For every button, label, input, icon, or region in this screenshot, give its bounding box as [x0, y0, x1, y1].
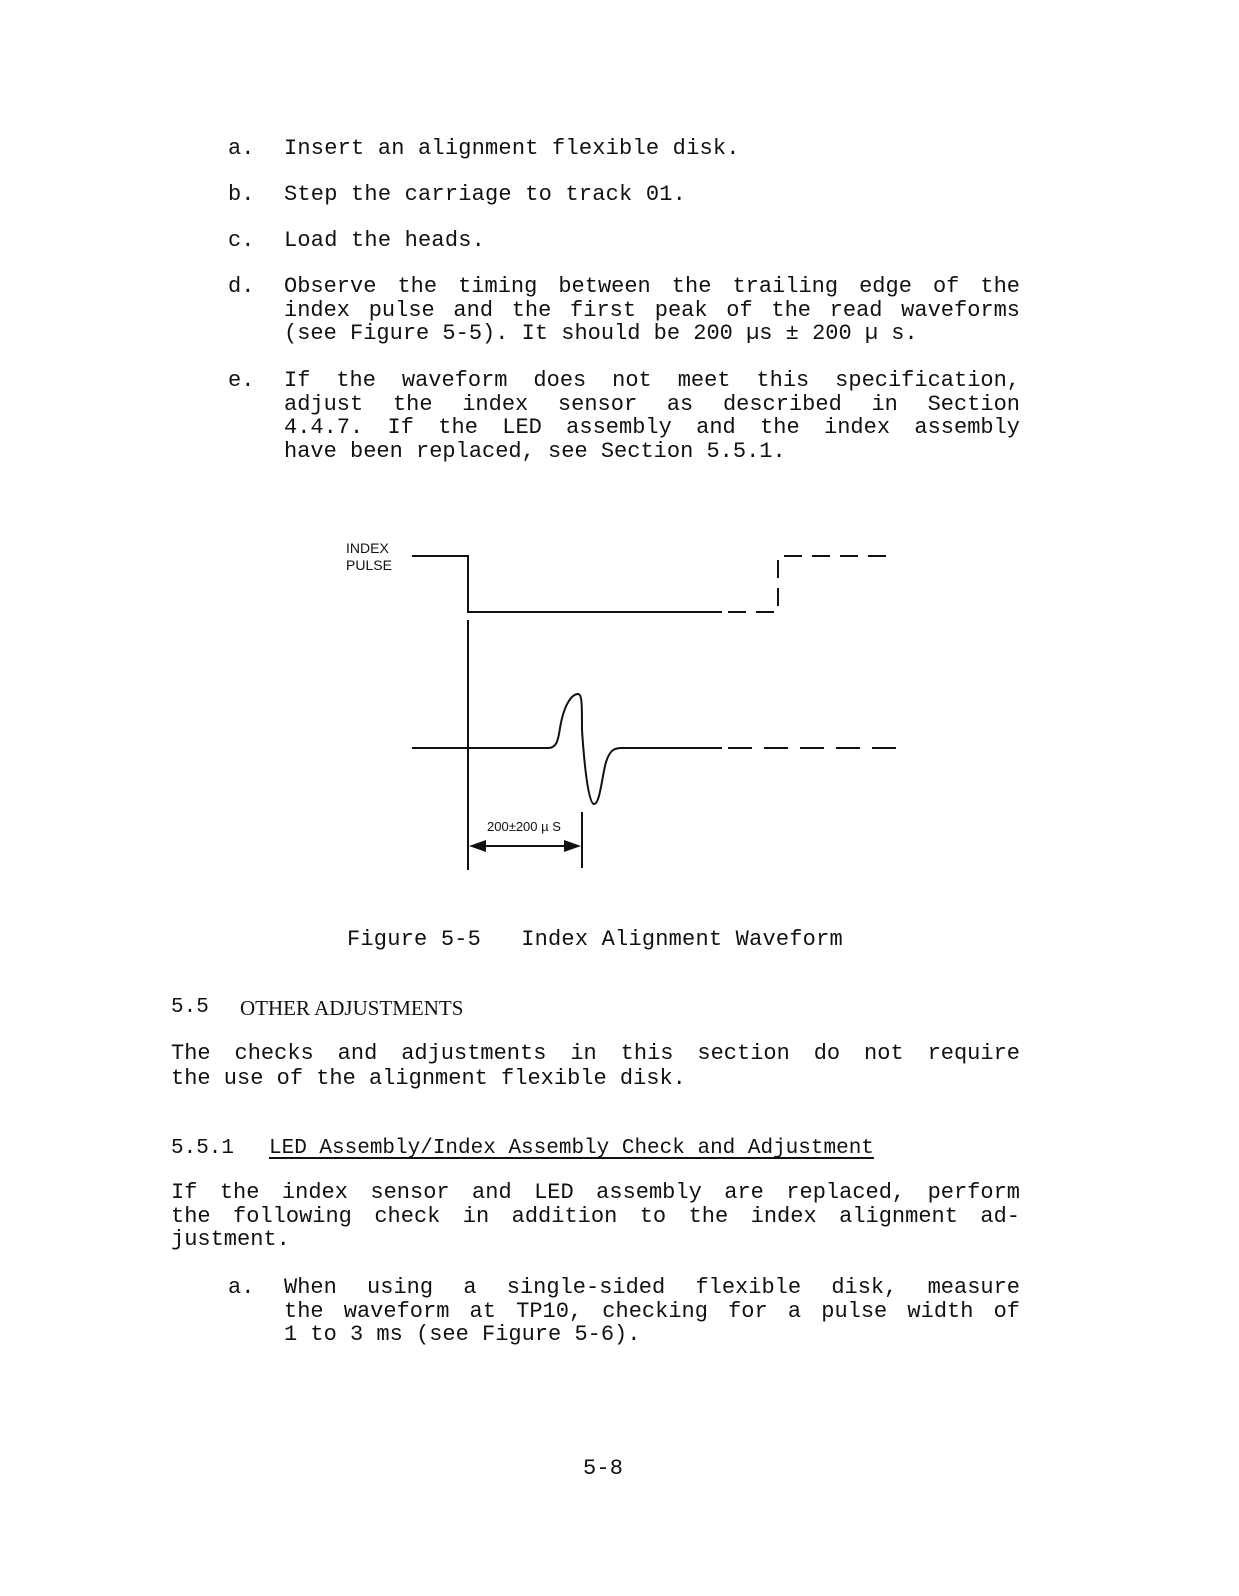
- timing-label: 200±200 µ S: [487, 819, 561, 834]
- index-pulse-label: [346, 540, 392, 574]
- step-e-line-2: adjust the index sensor as described in Section: [284, 391, 1020, 417]
- figure-caption: Figure 5-5 Index Alignment Waveform: [347, 927, 843, 952]
- step-e-line-3: 4.4.7. If the LED assembly and the index assembly: [284, 415, 1020, 440]
- index-pulse-label-line-1: INDEX: [346, 540, 389, 556]
- step-b-marker: b.: [228, 182, 255, 207]
- section-5-5-1-body-line-3: justment.: [171, 1227, 290, 1252]
- timing-arrow-right-head: [564, 840, 581, 852]
- index-pulse-label-line-2: PULSE: [346, 557, 392, 573]
- step-c-marker: c.: [228, 228, 255, 253]
- section-5-5-body: [171, 1041, 1020, 1091]
- step-a-marker: a.: [228, 136, 255, 161]
- section-5-5-1-step-a-line-1: When using a single-sided flexible disk, measure: [284, 1275, 1020, 1300]
- timing-arrow-left-head: [469, 840, 486, 852]
- section-5-5-1-body-line-2: the following check in addition to the index alignment ad-: [171, 1203, 1020, 1229]
- section-5-5-1-step-a-text: [284, 1276, 1020, 1347]
- section-5-5-1-body-line-1: If the index sensor and LED assembly are replaced, perform: [171, 1180, 1020, 1205]
- section-5-5-1-title: LED Assembly/Index Assembly Check and Adjustment: [269, 1137, 874, 1160]
- step-d-line-3: (see Figure 5-5). It should be 200 µs ± 200 µ s.: [284, 321, 918, 346]
- step-c-text: Load the heads.: [284, 228, 486, 253]
- section-5-5-body-line-1: The checks and adjustments in this section do not require: [171, 1041, 1020, 1066]
- step-e-marker: e.: [228, 368, 255, 393]
- section-5-5-body-line-2: the use of the alignment flexible disk.: [171, 1066, 686, 1091]
- step-b-text: Step the carriage to track 01.: [284, 182, 687, 207]
- section-5-5-1-step-a-line-3: 1 to 3 ms (see Figure 5-6).: [284, 1322, 641, 1347]
- step-e-line-4: have been replaced, see Section 5.5.1.: [284, 438, 786, 464]
- read-waveform-trace: [412, 694, 722, 804]
- section-5-5-1-number: 5.5.1: [171, 1137, 235, 1160]
- index-pulse-dashed-trace: [728, 556, 895, 612]
- step-a-text: Insert an alignment flexible disk.: [284, 136, 740, 161]
- section-5-5-title: OTHER ADJUSTMENTS: [240, 996, 464, 1020]
- section-5-5-1-step-a-line-2: the waveform at TP10, checking for a pulse width of: [284, 1298, 1020, 1324]
- page-number: 5-8: [583, 1456, 624, 1481]
- step-e-line-1: If the waveform does not meet this specification,: [284, 368, 1020, 393]
- index-pulse-solid-trace: [412, 556, 722, 612]
- section-5-5-1-step-a-marker: a.: [228, 1275, 255, 1300]
- step-d-line-2: index pulse and the first peak of the read waveforms: [284, 297, 1020, 323]
- step-d-line-1: Observe the timing between the trailing edge of the: [284, 274, 1020, 299]
- step-d-marker: d.: [228, 274, 255, 299]
- section-5-5-1-body: [171, 1181, 1020, 1252]
- section-5-5-number: 5.5: [171, 996, 209, 1019]
